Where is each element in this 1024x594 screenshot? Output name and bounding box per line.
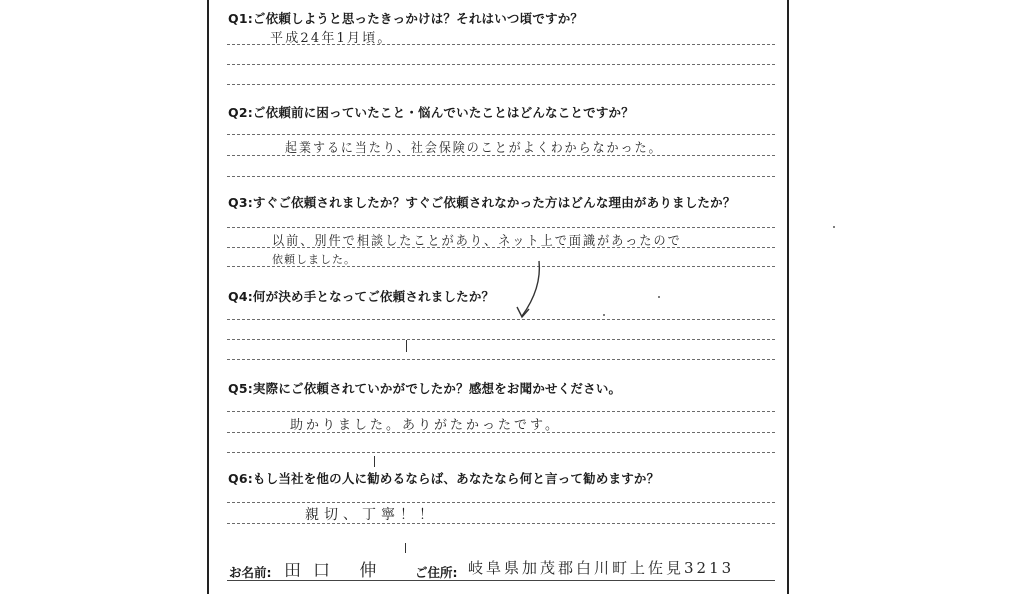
- stray-mark: [406, 340, 407, 352]
- stray-mark: [405, 543, 406, 553]
- answer-rule: [227, 523, 775, 524]
- answer-1-line-1: 平成24年1月頃。: [270, 31, 393, 46]
- question-4-label: Q4:何が決め手となってご依頼されましたか？: [228, 289, 495, 304]
- answer-rule: [227, 155, 775, 156]
- answer-3-line-1: 以前、別件で相談したことがあり、ネット上で面識があったので: [272, 234, 682, 249]
- answer-rule: [227, 266, 775, 267]
- answer-6-line-1: 親切、丁寧！！: [305, 507, 438, 523]
- answer-rule: [227, 84, 775, 85]
- scan-speck: [833, 226, 835, 228]
- answer-rule: [227, 339, 775, 340]
- name-value: 田口 伸: [284, 561, 389, 581]
- answer-rule: [227, 64, 775, 65]
- scan-speck: [603, 314, 605, 316]
- answer-rule: [227, 247, 775, 248]
- answer-rule: [227, 227, 775, 228]
- answer-5-line-1: 助かりました。ありがたかったです。: [290, 418, 561, 433]
- address-label: ご住所:: [415, 565, 458, 580]
- answer-rule: [227, 44, 775, 45]
- question-6-label: Q6:もし当社を他の人に勧めるならば、あなたなら何と言って勧めますか？: [228, 471, 660, 486]
- answer-rule: [227, 319, 775, 320]
- handwritten-arrow-icon: [505, 258, 555, 328]
- answer-rule: [227, 452, 775, 453]
- answer-rule: [227, 359, 775, 360]
- answer-rule: [227, 134, 775, 135]
- question-5-label: Q5:実際にご依頼されていかがでしたか？感想をお聞かせください。: [228, 381, 622, 396]
- footer-rule: [227, 580, 775, 581]
- answer-rule: [227, 502, 775, 503]
- answer-rule: [227, 176, 775, 177]
- answer-rule: [227, 411, 775, 412]
- scan-speck: [658, 296, 660, 298]
- stray-mark: [374, 456, 375, 467]
- name-label: お名前:: [229, 565, 272, 580]
- answer-rule: [227, 432, 775, 433]
- answer-3-line-2: 依頼しました。: [272, 253, 356, 266]
- answer-2-line-1: 起業するに当たり、社会保険のことがよくわからなかった。: [285, 141, 663, 156]
- address-value: 岐阜県加茂郡白川町上佐見3213: [468, 559, 735, 577]
- question-2-label: Q2:ご依頼前に困っていたこと・悩んでいたことはどんなことですか？: [228, 105, 634, 120]
- question-3-label: Q3:すぐご依頼されましたか？すぐご依頼されなかった方はどんな理由がありましたか？: [228, 195, 736, 210]
- question-1-label: Q1:ご依頼しようと思ったきっかけは？それはいつ頃ですか？: [228, 11, 584, 26]
